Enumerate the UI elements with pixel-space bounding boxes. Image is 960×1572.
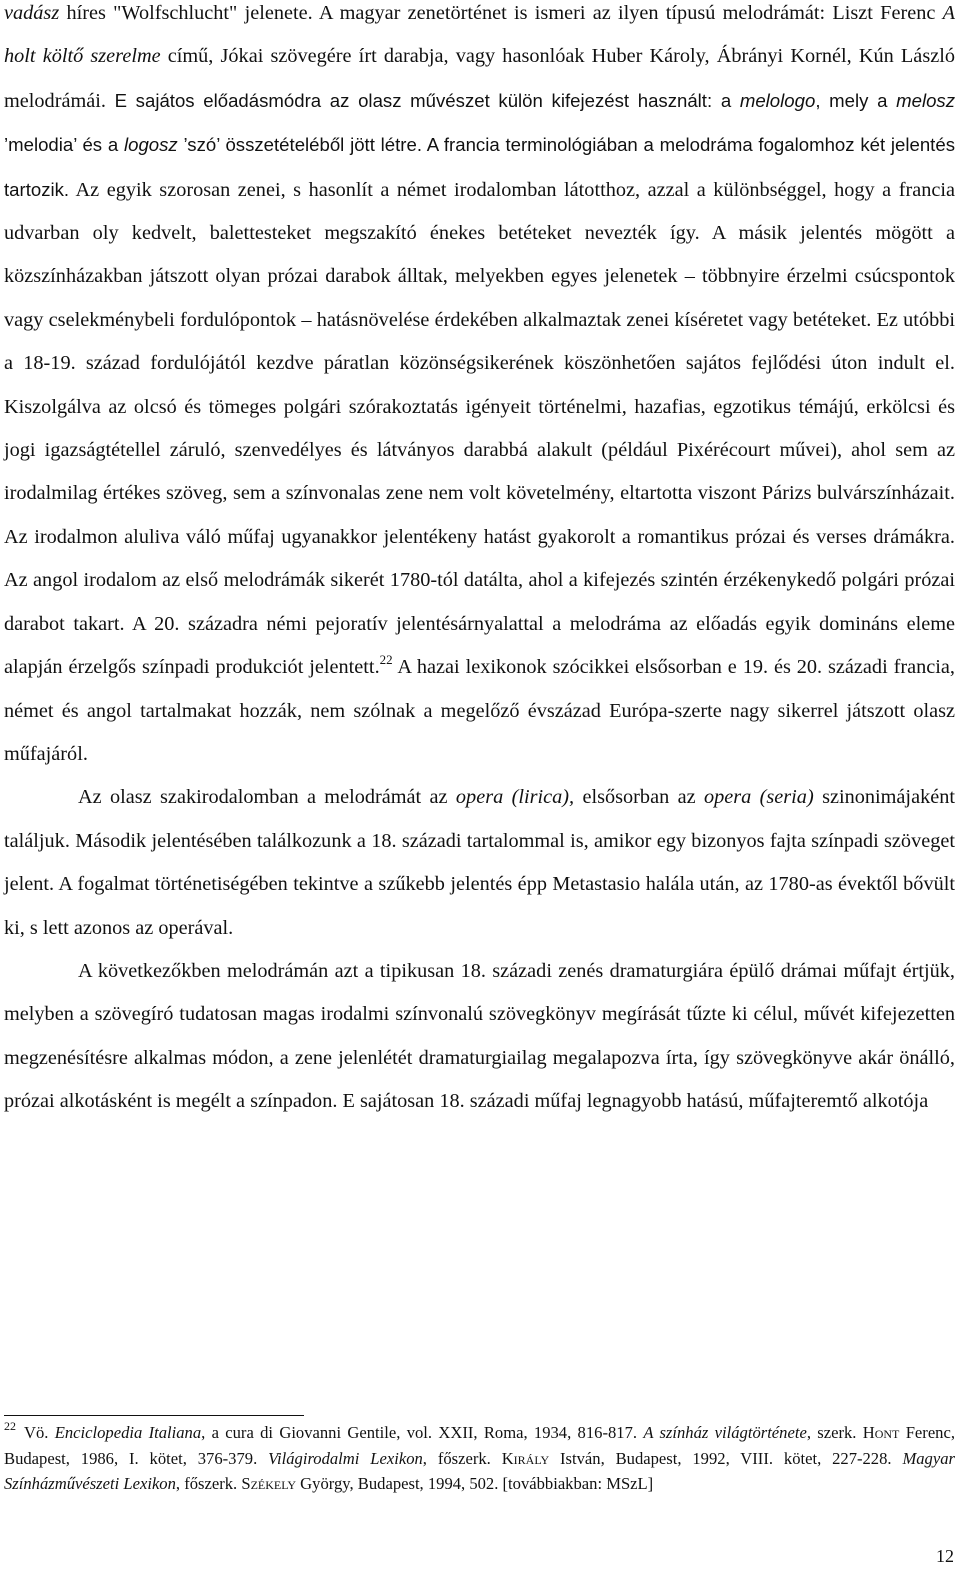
text-run: ’szó’ összetételéből jött létre. A francia terminológiában a melodráma fogalomhoz két jelentés tartozik.	[4, 134, 955, 200]
text-run: E sajátos előadásmódra az olasz művészet külön kifejezést használt: a	[105, 89, 740, 111]
work-title: A színház világtörténete	[643, 1423, 807, 1442]
author-surname: Székely	[241, 1474, 297, 1493]
text-run: , szerk.	[806, 1423, 863, 1442]
italic-term: logosz	[123, 134, 178, 156]
text-run: híres "Wolfschlucht" jelenete. A magyar zenetörténet is ismeri az ilyen típusú melodrámát: Liszt Ferenc	[59, 2, 943, 24]
work-title: Magyar Színházművészeti Lexikon	[4, 1448, 955, 1493]
work-title: A holt költő szerelme	[4, 2, 955, 68]
text-run: , a cura di Giovanni Gentile, vol. XXII, Roma, 1934, 816-817.	[201, 1423, 644, 1442]
footnotes	[4, 1420, 955, 1497]
author-surname: Hont	[862, 1423, 900, 1442]
footnote-reference[interactable]: 22	[379, 652, 393, 668]
italic-term: opera (seria)	[703, 786, 814, 809]
text-run: ’melodia’ és a	[4, 134, 124, 156]
footnote-separator	[4, 1415, 304, 1416]
italic-term: melosz	[896, 89, 956, 111]
text-run: , főszerk.	[175, 1474, 242, 1493]
text-run: Vö.	[24, 1423, 55, 1442]
text-run: A hazai lexikonok szócikkei elsősorban e 19. és 20. századi francia, német és angol tartalmakat hozzák, nem szólnak a megelőző évszázad Európa-szerte nagy sikerrel játszott olasz műfajáról.	[4, 656, 955, 765]
paragraph-1	[4, 0, 955, 776]
paragraph-2	[4, 776, 955, 950]
work-title: Enciclopedia Italiana	[54, 1423, 202, 1442]
italic-term: vadász	[4, 2, 60, 24]
text-run: Az olasz szakirodalomban a melodrámát az	[78, 786, 456, 809]
body-text	[4, 0, 955, 1124]
italic-term: opera (lirica),	[455, 786, 575, 809]
italic-term: melologo	[739, 89, 816, 111]
text-run: című, Jókai szövegére írt darabja, vagy hasonlóak Huber Károly, Ábrányi Kornél, Kún László melodrámái.	[4, 45, 955, 112]
page-number: 12	[936, 1546, 954, 1566]
footnote-number: 22	[4, 1419, 16, 1433]
footnote-22	[4, 1420, 955, 1497]
text-run: György, Budapest, 1994, 502. [továbbiakban: MSzL]	[296, 1474, 654, 1493]
text-run: elsősorban az	[574, 786, 704, 809]
work-title: Világirodalmi Lexikon	[268, 1448, 423, 1468]
text-run: István, Budapest, 1992, VIII. kötet, 227-228.	[549, 1448, 903, 1468]
text-run: , főszerk.	[422, 1448, 502, 1468]
text-run: szinonimájaként találjuk. Második jelentésében találkozunk a 18. századi tartalommal is, amikor egy bizonyos fajta színpadi szöveget jelent. A fogalmat történetiségében tekintve a szűkebb jelentés épp Metastasio halála után, az 1780-as évektől bővült ki, s lett azonos az operával.	[4, 786, 955, 939]
text-run: A másik jelentés mögött a közszínházakban játszott olyan prózai darabok álltak, melyekben egyes jelenetek – többnyire érzelmi csúcspontok vagy cselekménybeli fordulópontok – hatásnövelése érdekében alkalmaztak zenei kíséretet vagy betéteket. Ez utóbbi a 18-19. század fordulójától kezdve páratlan közönségsikerének köszönhetően sajátos fejlődési úton indult el. Kiszolgálva az olcsó és tömeges polgári szórakoztatás igényeit történelmi, hazafias, egzotikus témájú, erkölcsi és jogi igazságtétellel záruló, szenvedélyes és látványos darabbá alakult (például Pixérécourt művei), ahol sem az irodalmilag értékes szöveg, sem a színvonalas zene nem volt követelmény, eltartotta viszont Párizs bulvárszínházait. Az irodalmon aluliva váló műfaj ugyanakkor jelentékeny hatást gyakorolt a romantikus prózai és verses drámákra. Az angol irodalom az első melodrámák sikerét 1780-tól datálta, ahol a kifejezés szintén érzékenykedő polgári prózai darabot takart. A 20. századra némi pejoratív jelentésárnyalattal a melodráma az előadás egyik domináns eleme alapján érzelgős színpadi produkciót jelentett.	[4, 222, 955, 679]
text-run: , mely a	[815, 89, 897, 111]
text-run: A következőkben melodrámán azt a tipikusan 18. századi zenés dramaturgiára épülő drámai műfajt értjük, melyben a szövegíró tudatosan magas irodalmi színvonalú szövegkönyv megírását tűzte ki célul, művét kifejezetten megzenésítésre alkalmas módon, a zene jelenlétét dramaturgiailag megalapozva írta, így szövegkönyve akár önálló, prózai alkotásként is megélt a színpadon. E sajátosan 18. századi műfaj legnagyobb hatású, műfajteremtő alkotója	[4, 959, 955, 1113]
text-run: Az egyik szorosan zenei, s hasonlít a német irodalomban látotthoz, azzal a különbséggel, hogy a francia udvarban oly kedvelt, balettesteket megszakító énekes betéteket nevezték így.	[4, 178, 955, 245]
text-run: Ferenc, Budapest, 1986, I. kötet, 376-379.	[4, 1423, 955, 1468]
paragraph-3	[4, 950, 955, 1124]
author-surname: Király	[501, 1448, 550, 1468]
